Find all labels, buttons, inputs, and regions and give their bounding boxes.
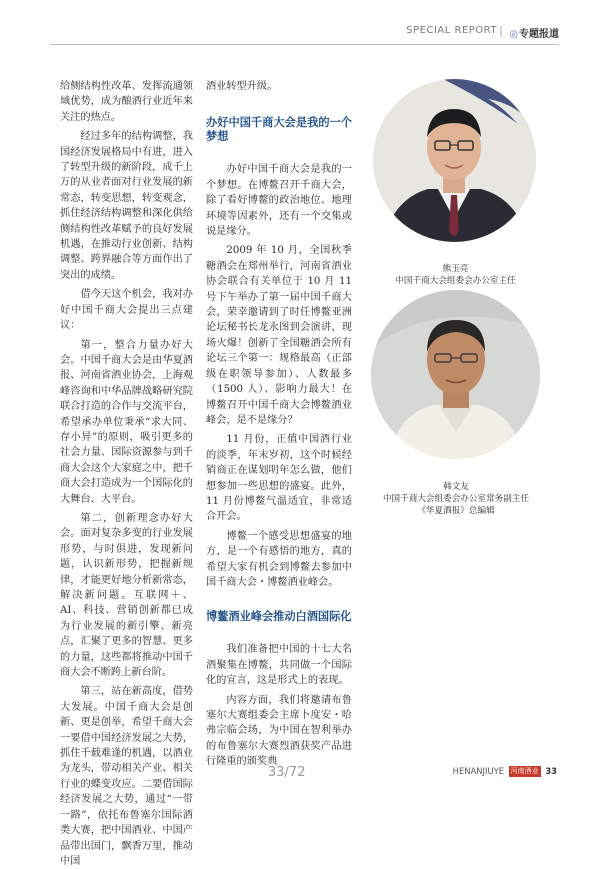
portrait-1-illustration xyxy=(373,79,536,242)
paragraph: 11 月份，正值中国酒行业的淡季，年末岁初，这个时候经销商正在谋划明年怎么做，他们想参加一些思想的盛宴。此外，11 月份博鳌气温适宜，非常适合开会。 xyxy=(206,434,352,523)
page-footer xyxy=(453,766,557,777)
paragraph: 2009 年 10 月，全国秋季糖酒会在郑州举行，河南省酒业协会联合有关单位于 10 月 11 号下午举办了第一届中国千商大会，荣幸邀请到了时任博鳌亚洲论坛秘书长龙永图到会演讲，现场火爆！创新了全国糖酒会所有论坛三个第一：规格最高（正部级在职领导参加）、人数最多（1500 人）、影响力最大！在博鳌召开中国千商大会博鳌酒业峰会，是不是缘分？ xyxy=(206,245,352,426)
portrait-2-illustration xyxy=(371,290,540,459)
paragraph: 办好中国千商大会是我的一个梦想。在博鳌召开千商大会，除了看好博鳌的政治地位、地理环境等因素外，还有一个交集或说是缘分。 xyxy=(206,164,352,238)
photo-caption-2 xyxy=(356,481,556,517)
caption-title: 中国千商大会组委会办公室主任 xyxy=(395,276,516,286)
paragraph: 酒业转型升级。 xyxy=(206,81,278,92)
caption-title: 《华夏酒报》总编辑 xyxy=(417,506,495,516)
paragraph: 我们准备把中国的十七大名酒聚集在博鳌，共同做一个国际化的宣言，这是形式上的表现。 xyxy=(206,644,352,687)
page-header xyxy=(50,22,559,45)
section-label-cn xyxy=(509,25,559,40)
bullet-icon: ◎ xyxy=(509,29,518,40)
paragraph: 第一，整合力量办好大会。中国千商大会是由华夏酒报、河南省酒业协会，上海观峰咨询和中华品牌战略研究院联合打造的合作与交流平台，希望承办单位秉承“求大同、存小异”的原则，吸引更多的社会力量、国际资源参与到千商大会这个大家庭之中，把千商大会打造成为一个国际化的大舞台、大平台。 xyxy=(60,339,193,505)
paragraph: 借今天这个机会，我对办好中国千商大会提出三点建议： xyxy=(60,289,193,332)
page-indicator: 33/72 xyxy=(268,765,306,780)
header-separator: | xyxy=(499,24,503,37)
magazine-logo: 河南酒业 xyxy=(510,767,539,775)
caption-title: 中国千商大会组委会办公室常务副主任 xyxy=(382,494,530,504)
page-number: 33 xyxy=(545,766,557,776)
paragraph: 内容方面，我们将邀请布鲁塞尔大赛组委会主席卜度安・哈弗宗临会场，为中国在智利举办的布鲁塞尔大赛烈酒获奖产品进行隆重的颁奖典 xyxy=(206,694,352,768)
article-column-2 xyxy=(206,79,352,770)
caption-name: 韩文友 xyxy=(443,482,469,492)
portrait-photo-2 xyxy=(371,290,540,459)
paragraph: 给侧结构性改革、发挥流通领域优势，成为酿酒行业近年来关注的热点。 xyxy=(60,81,193,123)
magazine-name: HENANJIUYE xyxy=(452,766,504,776)
photo-caption-1 xyxy=(372,263,539,287)
section-label-en: SPECIAL REPORT xyxy=(406,25,497,36)
paragraph: 第二，创新理念办好大会。面对复杂多变的行业发展形势，与时俱进，发现新问题，认识新形势，把握新规律，才能更好地分析新常态，解决新问题。互联网＋、AI、科技、营销创新都已成为行业发展的新引擎、新亮点，汇聚了更多的智慧、更多的力量，这些都将推动中国千商大会不断跨上新台阶。 xyxy=(60,512,193,679)
paragraph: 第三，站在新高度，借势大发展。中国千商大会是创新、更是创举，希望千商大会一要借中国经济发展之大势，抓住千载难逢的机遇，以酒业为龙头，带动相关产业、相关行业的蝶变攻应。二要借国际经济发展之大势，通过“一带一路”，依托布鲁塞尔国际酒类大赛，把中国酒业、中国产品带出国门，飘香万里，推动中国 xyxy=(60,686,193,867)
portrait-photo-1 xyxy=(373,79,536,242)
article-column-1 xyxy=(60,79,193,869)
paragraph: 经过多年的结构调整，我国经济发展格局中有进，进入了转型升级的新阶段，成千上万的从业者面对行业发展的新常态，转变思想，转变观念，抓住经济结构调整和深化供给侧结构性改革赋予的良好发展机遇，在推动行业创新、结构调整、跨界融合等方面作出了突出的成绩。 xyxy=(60,131,193,281)
section-heading: 博鳌酒业峰会推动白酒国际化 xyxy=(206,610,352,624)
section-label-cn-text: 专题报道 xyxy=(519,29,559,40)
section-heading: 办好中国千商大会是我的一个梦想 xyxy=(206,116,352,144)
caption-name: 熊玉亮 xyxy=(442,264,469,274)
paragraph: 博鳌一个感受思想盛宴的地方，是一个有感悟的地方，真的希望大家有机会到博鳌去参加中国千商大会・博鳌酒业峰会。 xyxy=(206,530,352,588)
